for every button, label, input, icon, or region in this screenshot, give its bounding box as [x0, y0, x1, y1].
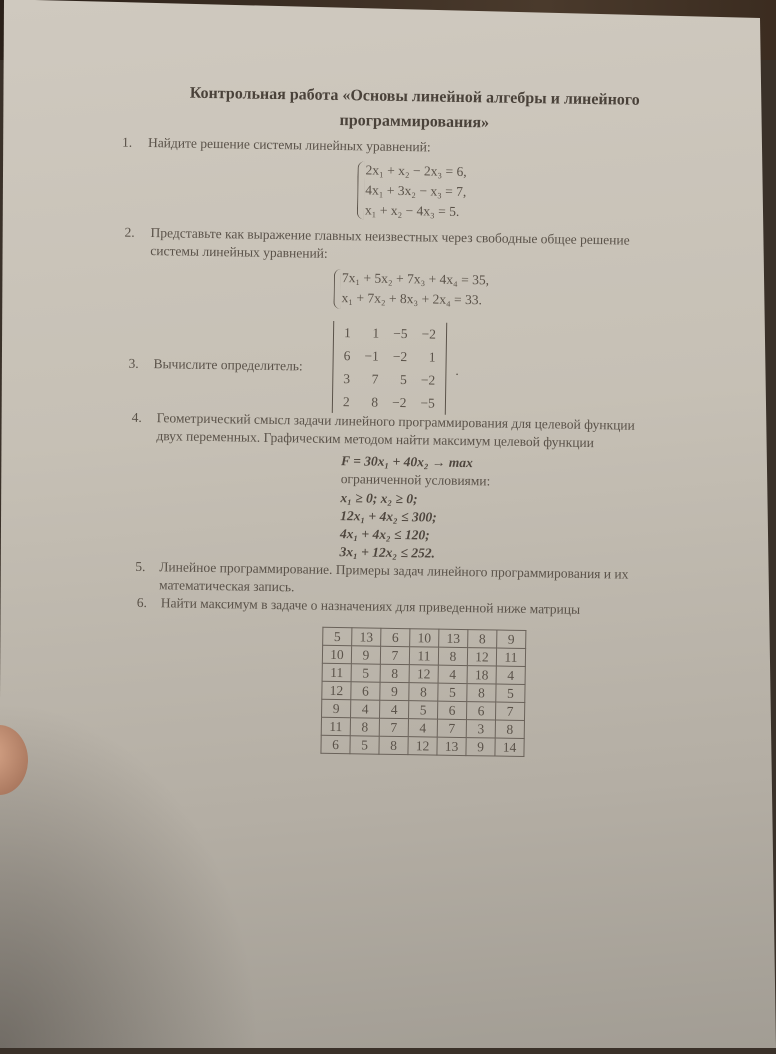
matrix-cell: 18: [467, 666, 496, 684]
matrix-cell: 9: [322, 699, 351, 717]
matrix-cell: 8: [379, 736, 408, 754]
matrix-cell: 5: [350, 736, 379, 754]
matrix-cell: 6: [321, 735, 350, 753]
matrix-cell: 5: [408, 701, 437, 719]
matrix-cell: 9: [497, 630, 526, 648]
task-5-number: 5.: [135, 558, 146, 575]
title-line-1: Контрольная работа «Основы линейной алгебры и линейного: [189, 84, 640, 109]
equation: 4x₁ + 3x₂ − x₃ = 7,: [365, 182, 467, 200]
matrix-cell: 9: [351, 646, 380, 664]
matrix-cell: 7: [437, 719, 466, 737]
matrix-cell: 8: [380, 664, 409, 682]
task-4-number: 4.: [131, 409, 142, 425]
matrix-row: [336, 390, 442, 415]
matrix-cell: 8: [468, 630, 497, 648]
matrix-cell: 4: [438, 665, 467, 683]
equation: x₁ + x₂ − 4x₃ = 5.: [364, 202, 460, 219]
task-5-text-line-2: математическая запись.: [158, 577, 295, 595]
matrix-cell: 8: [371, 394, 379, 410]
matrix-cell: 6: [351, 682, 380, 700]
matrix-cell: 2: [342, 393, 350, 409]
determinant: [332, 321, 447, 415]
matrix-cell: 12: [408, 737, 437, 755]
task-4-text-line-2: двух переменных. Графическим методом найти максимум целевой функции: [156, 428, 595, 451]
equation: 2x₁ + x₂ − 2x₃ = 6,: [365, 162, 467, 180]
matrix-cell: 4: [379, 700, 408, 718]
matrix-cell: 4: [351, 700, 380, 718]
matrix-cell: 11: [321, 717, 350, 735]
matrix-cell: 5: [399, 371, 407, 387]
task-6-text: Найти максимум в задаче о назначениях для приведенной ниже матрицы: [160, 595, 581, 617]
task-1-text: Найдите решение системы линейных уравнений:: [147, 135, 431, 155]
matrix-cell: 11: [409, 647, 438, 665]
matrix-cell: 5: [351, 664, 380, 682]
task-2-number: 2.: [124, 224, 135, 240]
matrix-cell: 1: [428, 348, 436, 365]
matrix-cell: 7: [371, 371, 379, 387]
task-6-number: 6.: [136, 594, 148, 611]
matrix-cell: 7: [380, 646, 409, 664]
constraint: x₁ ≥ 0; x₂ ≥ 0;: [340, 490, 418, 507]
matrix-row: [321, 735, 524, 756]
matrix-cell: 13: [437, 737, 466, 755]
objective-function: F = 30x₁ + 40x₂ → max: [340, 453, 473, 471]
matrix-cell: 8: [438, 647, 467, 665]
matrix-cell: −2: [420, 371, 436, 388]
matrix-cell: 4: [496, 666, 525, 684]
matrix-cell: 11: [322, 663, 351, 681]
matrix-cell: 8: [350, 718, 379, 736]
title-line-2: программирования»: [339, 112, 490, 132]
matrix-cell: −5: [420, 394, 435, 411]
matrix-cell: 11: [496, 648, 525, 666]
matrix-cell: 4: [408, 719, 437, 737]
task-1-number: 1.: [121, 134, 133, 150]
matrix-row: [337, 321, 443, 346]
matrix-cell: 13: [352, 628, 381, 646]
matrix-cell: 5: [496, 684, 525, 702]
matrix-cell: −2: [391, 394, 407, 410]
brace: [357, 161, 365, 219]
task-3-text: Вычислите определитель:: [153, 356, 303, 374]
matrix-cell: 12: [409, 665, 438, 683]
matrix-cell: 1: [372, 325, 380, 341]
matrix-cell: 6: [437, 701, 466, 719]
matrix-cell: −2: [421, 325, 437, 342]
matrix-cell: 10: [322, 645, 351, 663]
matrix-cell: 9: [466, 738, 495, 756]
matrix-cell: 5: [323, 627, 352, 645]
matrix-cell: 12: [467, 648, 496, 666]
task-2-text-line-2: системы линейных уравнений:: [150, 243, 328, 261]
matrix-row: [336, 367, 442, 392]
equation: 7x₁ + 5x₂ + 7x₃ + 4x₄ = 35,: [341, 270, 490, 288]
matrix-cell: 7: [379, 718, 408, 736]
task-2-text-line-1: Представьте как выражение главных неизвестных через свободные общее решение: [150, 225, 630, 248]
task-4-text-line-1: Геометрический смысл задачи линейного программирования для целевой функции: [156, 410, 635, 433]
matrix-row: [337, 344, 443, 369]
matrix-cell: 7: [495, 702, 524, 720]
determinant-period: .: [455, 362, 459, 378]
matrix-cell: 9: [380, 682, 409, 700]
matrix-cell: −5: [393, 325, 408, 341]
matrix-cell: 6: [466, 702, 495, 720]
assignment-matrix: [320, 627, 526, 757]
matrix-cell: 8: [409, 683, 438, 701]
matrix-cell: −1: [364, 347, 379, 364]
matrix-cell: 3: [466, 720, 495, 738]
matrix-cell: 12: [322, 681, 351, 699]
constraint: 12x₁ + 4x₂ ≤ 300;: [340, 508, 437, 525]
equation: x₁ + 7x₂ + 8x₃ + 2x₄ = 33.: [341, 290, 483, 308]
matrix-cell: 5: [438, 683, 467, 701]
matrix-cell: −2: [392, 348, 408, 364]
matrix-cell: 6: [343, 347, 351, 363]
task-5-text-line-1: Линейное программирование. Примеры задач линейного программирования и их: [159, 559, 629, 582]
matrix-cell: 3: [343, 370, 351, 386]
matrix-cell: 6: [381, 628, 410, 646]
matrix-cell: 10: [410, 629, 439, 647]
matrix-cell: 1: [343, 324, 351, 340]
task-3-number: 3.: [128, 355, 139, 371]
matrix-cell: 8: [495, 720, 524, 738]
constraint: 3x₁ + 12x₂ ≤ 252.: [339, 544, 436, 561]
matrix-cell: 13: [439, 629, 468, 647]
matrix-cell: 8: [467, 684, 496, 702]
constraint-label: ограниченной условиями:: [340, 471, 491, 489]
matrix-cell: 14: [495, 738, 524, 756]
brace: [333, 269, 341, 309]
constraint: 4x₁ + 4x₂ ≤ 120;: [339, 526, 430, 543]
